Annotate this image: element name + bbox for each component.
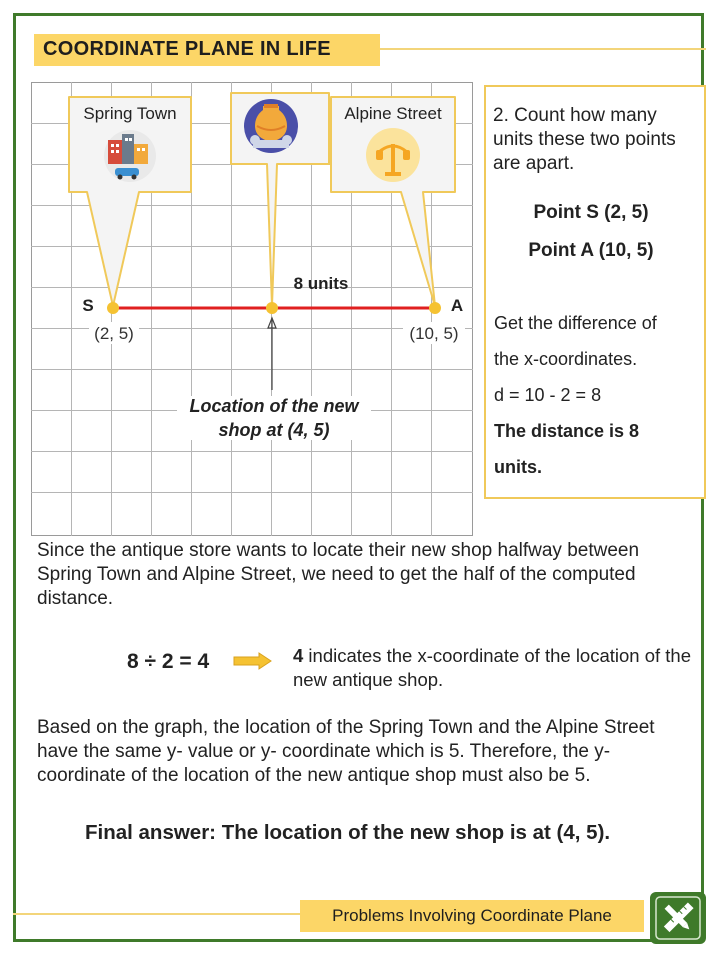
point-a-coords: (10, 5) bbox=[409, 324, 459, 343]
question-text: 2. Count how many units these two points are apart. bbox=[493, 105, 676, 174]
town-icon bbox=[104, 130, 156, 182]
right-arrow-icon bbox=[233, 652, 273, 675]
coordinate-graph bbox=[31, 82, 473, 536]
footer-title: Problems Involving Coordinate Plane bbox=[332, 906, 612, 925]
equation-note-number: 4 bbox=[293, 645, 304, 666]
point-a-text: Point A (10, 5) bbox=[528, 240, 654, 261]
pencil-ruler-logo-icon bbox=[650, 892, 706, 944]
point-a-dot bbox=[429, 302, 441, 314]
new-shop-label-line1: Location of the new bbox=[189, 396, 359, 416]
final-answer: Final answer: The location of the new shop is at (4, 5). bbox=[85, 821, 611, 844]
explanation-paragraph-1: Since the antique store wants to locate their new shop halfway between Spring Town and Alpine Street, we need to get the half of the computed distance. bbox=[37, 540, 640, 609]
antique-vase-icon bbox=[244, 99, 298, 153]
alpine-street-label: Alpine Street bbox=[344, 104, 442, 123]
point-s-dot bbox=[107, 302, 119, 314]
street-lamp-icon bbox=[366, 128, 420, 182]
spring-town-label: Spring Town bbox=[83, 104, 177, 123]
formula-text: d = 10 - 2 = 8 bbox=[494, 385, 602, 405]
footer-divider bbox=[13, 913, 303, 915]
point-s-text: Point S (2, 5) bbox=[533, 202, 649, 223]
equation-note bbox=[293, 644, 693, 692]
step-text-2: the x-coordinates. bbox=[494, 349, 638, 369]
point-s-coords: (2, 5) bbox=[94, 324, 134, 343]
step-text-1: Get the difference of bbox=[494, 313, 657, 333]
new-shop-dot bbox=[266, 302, 278, 314]
page-title: COORDINATE PLANE IN LIFE bbox=[43, 38, 331, 60]
result-text-1: The distance is 8 bbox=[494, 421, 640, 441]
equation-note-text: indicates the x-coordinate of the location of the new antique shop. bbox=[293, 645, 692, 690]
division-equation: 8 ÷ 2 = 4 bbox=[127, 650, 210, 673]
distance-label: 8 units bbox=[293, 274, 349, 293]
point-s-letter: S bbox=[82, 296, 94, 315]
title-divider bbox=[380, 48, 706, 50]
explanation-paragraph-2: Based on the graph, the location of the Spring Town and the Alpine Street have the same y- value or y- coordinate which is 5. Therefore, the y-coordinate of the location of the new antique shop must also be 5. bbox=[37, 717, 655, 786]
new-shop-label-line2: shop at (4, 5) bbox=[218, 420, 330, 440]
result-text-2: units. bbox=[494, 457, 542, 477]
point-a-letter: A bbox=[450, 296, 464, 315]
